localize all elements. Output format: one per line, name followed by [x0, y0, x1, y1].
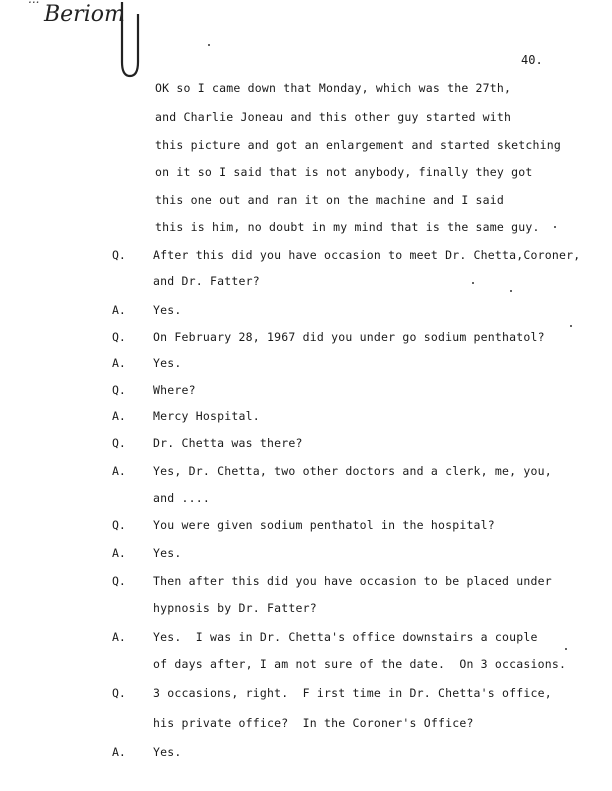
speaker-label: Q. [112, 518, 126, 532]
scan-speck [208, 44, 210, 46]
transcript-line: Where? [153, 383, 196, 397]
transcript-line: Yes, Dr. Chetta, two other doctors and a clerk, me, you, [153, 464, 552, 478]
transcript-line: Yes. [153, 745, 182, 759]
transcript-line: on it so I said that is not anybody, finally they got [155, 165, 533, 179]
speaker-label: A. [112, 630, 126, 644]
transcript-line: his private office? In the Coroner's Office? [153, 716, 474, 730]
transcript-line: Yes. [153, 356, 182, 370]
transcript-line: of days after, I am not sure of the date. On 3 occasions. [153, 657, 567, 671]
transcript-line: and Dr. Fatter? [153, 274, 260, 288]
transcript-line: You were given sodium penthatol in the hospital? [153, 518, 495, 532]
speaker-label: A. [112, 356, 126, 370]
transcript-line: Yes. I was in Dr. Chetta's office downstairs a couple [153, 630, 538, 644]
speaker-label: A. [112, 546, 126, 560]
transcript-line: and .... [153, 491, 210, 505]
speaker-label: A. [112, 464, 126, 478]
transcript-line: Yes. [153, 546, 182, 560]
transcript-line: this one out and ran it on the machine and I said [155, 193, 505, 207]
speaker-label: Q. [112, 686, 126, 700]
transcript-line: Then after this did you have occasion to be placed under [153, 574, 552, 588]
speaker-label: A. [112, 409, 126, 423]
transcript-line: 3 occasions, right. F irst time in Dr. Chetta's office, [153, 686, 552, 700]
transcript-line: Yes. [153, 303, 182, 317]
page-number: 40. [521, 53, 543, 67]
transcript-line: On February 28, 1967 did you under go sodium penthatol? [153, 330, 545, 344]
scan-speck [565, 648, 567, 650]
speaker-label: A. [112, 745, 126, 759]
transcript-line: Dr. Chetta was there? [153, 436, 303, 450]
paper-clip-icon [116, 0, 156, 80]
scan-speck [510, 290, 512, 292]
transcript-line: OK so I came down that Monday, which was the 27th, [155, 81, 512, 95]
transcript-line: After this did you have occasion to meet Dr. Chetta,Coroner, [153, 248, 581, 262]
transcript-line: this picture and got an enlargement and started sketching [155, 138, 562, 152]
speaker-label: Q. [112, 248, 126, 262]
handwritten-note: Beriom [44, 2, 125, 27]
speaker-label: Q. [112, 574, 126, 588]
scan-speck [554, 226, 556, 228]
transcript-line: Mercy Hospital. [153, 409, 260, 423]
transcript-line: this is him, no doubt in my mind that is the same guy. [155, 220, 540, 234]
transcript-line: hypnosis by Dr. Fatter? [153, 601, 317, 615]
speaker-label: A. [112, 303, 126, 317]
speaker-label: Q. [112, 436, 126, 450]
transcript-line: and Charlie Joneau and this other guy started with [155, 110, 512, 124]
speaker-label: Q. [112, 383, 126, 397]
scan-speck [570, 325, 572, 327]
speaker-label: Q. [112, 330, 126, 344]
scan-speck [472, 282, 474, 284]
